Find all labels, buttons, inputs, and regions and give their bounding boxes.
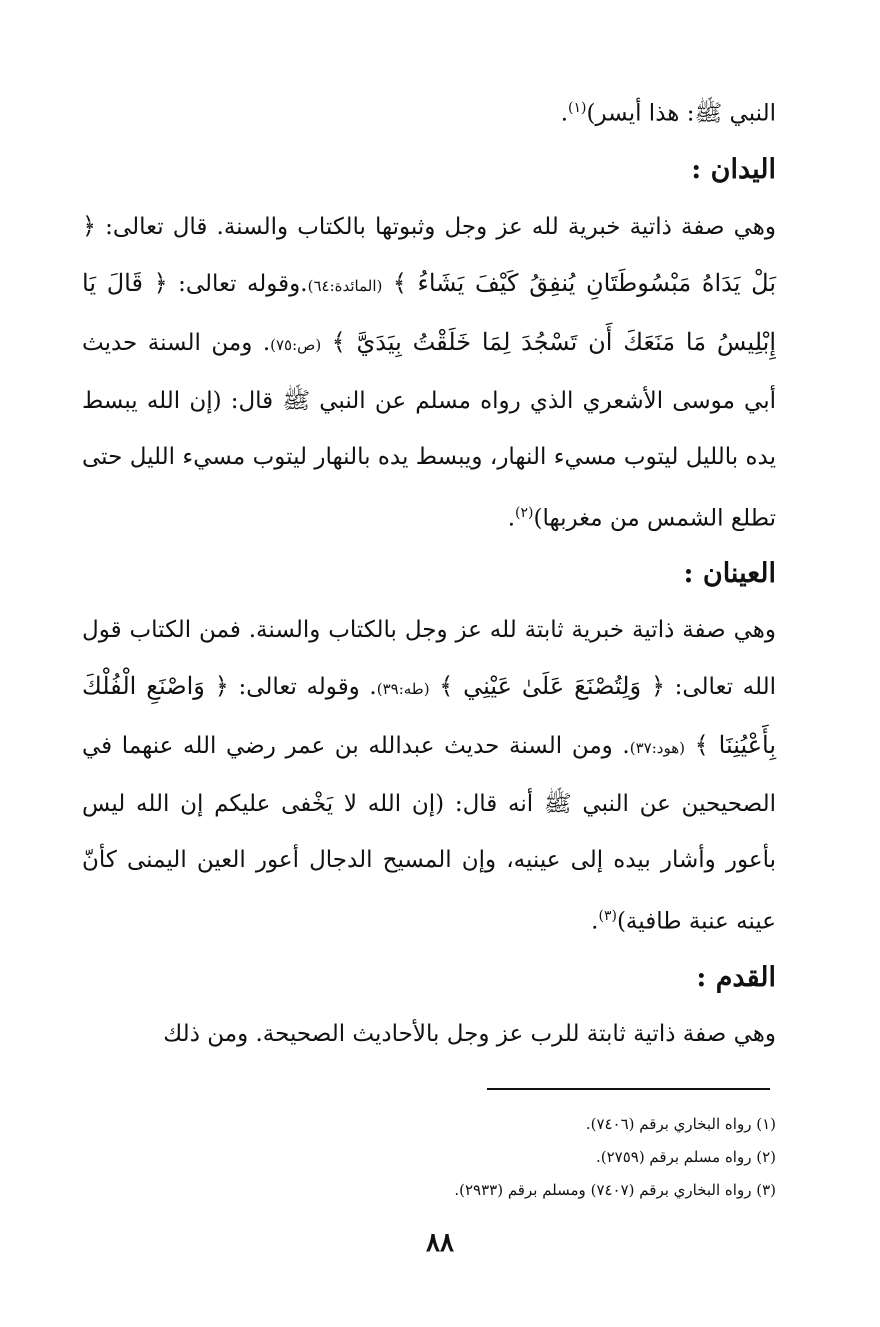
verse-ref-taha: (طه:٣٩) [376,680,430,699]
paragraph-qadam: وهي صفة ذاتية ثابتة للرب عز وجل بالأحاديث الصحيحة. ومن ذلك [163,1020,776,1047]
quran-verse-sad: ﴿ قَالَ يَا إِبْلِيسُ مَا مَنَعَكَ أَن تَسْجُدَ لِمَا خَلَقْتُ بِيَدَيَّ ﴾ [82,268,777,356]
paragraph-aynan [82,602,776,950]
intro-end: . [560,100,569,127]
heading-aynan: العينان : [683,558,776,590]
heading-qadam: القدم : [696,961,776,993]
heading-yadan: اليدان : [691,153,776,185]
footnote-separator [487,1088,770,1090]
verse-ref-maidah: (المائدة:٦٤) [307,276,383,295]
intro-text: النبي ﷺ: هذا أيسر) [586,100,776,127]
footnotes [82,1108,776,1207]
verse-ref-hud: (هود:٣٧) [629,739,685,758]
footnote-marker-2: (٢) [515,504,534,521]
page-number: ٨٨ [426,1228,454,1258]
aynan-text-2: . وقوله تعالى: [228,674,377,701]
aynan-text-1: وهي صفة ذاتية خبرية ثابتة لله عز وجل بالكتاب والسنة. فمن الكتاب قول الله تعالى: [82,617,777,701]
aynan-end: . [591,908,599,935]
main-text [82,80,776,1062]
footnote-marker-3: (٣) [598,908,617,925]
footnote-2: (٢) رواه مسلم برقم (٢٧٥٩). [595,1148,776,1166]
intro-line [82,80,776,142]
verse-ref-sad: (ص:٧٥) [270,335,322,354]
yadan-text-2: .وقوله تعالى: [167,270,308,297]
yadan-end: . [507,505,516,532]
quran-verse-taha: ﴿ وَلِتُصْنَعَ عَلَىٰ عَيْنِي ﴾ [439,672,666,701]
footnote-3: (٣) رواه البخاري برقم (٧٤٠٧) ومسلم برقم (٢٩٣٣). [454,1181,776,1199]
quran-verse-maidah: ﴿ بَلْ يَدَاهُ مَبْسُوطَتَانِ يُنفِقُ كَيْفَ يَشَاءُ ﴾ [82,211,776,297]
footnote-1: (١) رواه البخاري برقم (٧٤٠٦). [585,1115,776,1133]
yadan-text-1: وهي صفة ذاتية خبرية لله عز وجل وثبوتها بالكتاب والسنة. قال تعالى: [96,213,776,240]
yadan-text-3: . ومن السنة حديث أبي موسى الأشعري الذي رواه مسلم عن النبي ﷺ قال: (إن الله يبسط يده بالليل ليتوب مسيء النهار، ويبسط يده بالنهار ليتوب مسيء الليل حتى تطلع الشمس من مغربها) [82,329,776,532]
paragraph-yadan [82,198,776,547]
aynan-text-3: . ومن السنة حديث عبدالله بن عمر رضي الله عنهما في الصحيحين عن النبي ﷺ أنه قال: (إن الله لا يَخْفى عليكم إن الله ليس بأعور وأشار بيده إلى عينيه، وإن المسيح الدجال أعور العين اليمنى كأنّ عينه عنبة طافية) [82,733,776,935]
footnote-marker-1: (١) [568,100,587,116]
quran-verse-hud: ﴿ وَاصْنَعِ الْفُلْكَ بِأَعْيُنِنَا ﴾ [82,672,776,760]
